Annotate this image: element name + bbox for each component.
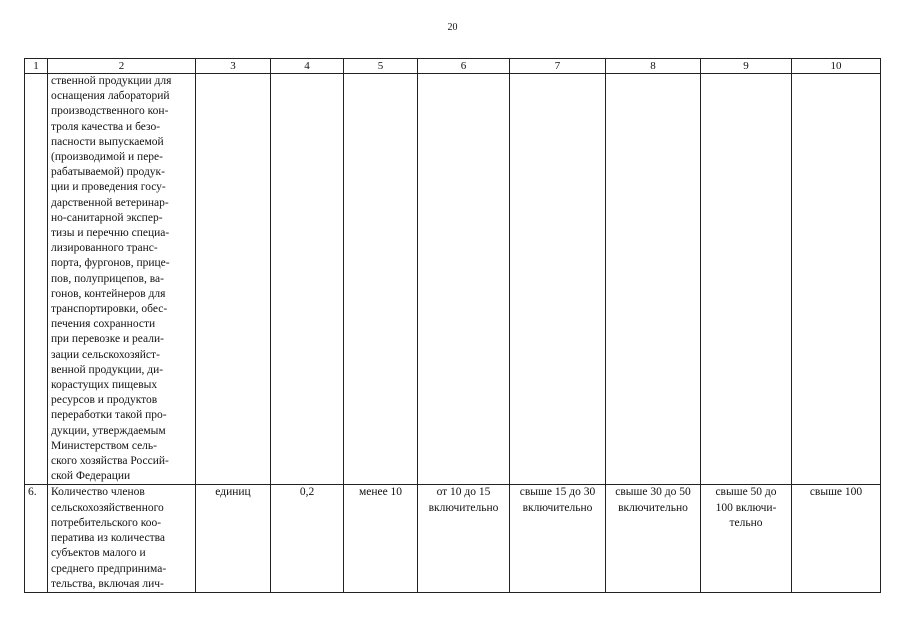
score-cell: менее 10 — [344, 485, 418, 592]
score-cell: от 10 до 15 включительно — [418, 485, 510, 592]
header-cell: 9 — [701, 59, 792, 74]
unit-cell: единиц — [196, 485, 271, 592]
score-cell: свыше 30 до 50 включительно — [606, 485, 701, 592]
row-number — [25, 74, 48, 485]
header-cell: 3 — [196, 59, 271, 74]
score-cell — [510, 74, 606, 485]
header-cell: 4 — [271, 59, 344, 74]
page-number: 20 — [447, 22, 458, 33]
header-cell: 1 — [25, 59, 48, 74]
score-cell — [418, 74, 510, 485]
row-number: 6. — [25, 485, 48, 592]
header-row — [25, 59, 881, 74]
criteria-table — [24, 58, 881, 593]
header-cell: 7 — [510, 59, 606, 74]
weight-cell — [271, 74, 344, 485]
table-row — [25, 74, 881, 485]
score-cell — [792, 74, 881, 485]
score-cell — [701, 74, 792, 485]
header-cell: 6 — [418, 59, 510, 74]
score-cell: свыше 50 до 100 включи- тельно — [701, 485, 792, 592]
unit-cell — [196, 74, 271, 485]
score-cell: свыше 15 до 30 включительно — [510, 485, 606, 592]
indicator-name: Количество членов сельскохозяйственного потребительского коо- ператива из количества субъектов малого и среднего предпринима- тельства, включая лич- — [48, 485, 196, 592]
header-cell: 8 — [606, 59, 701, 74]
table-row — [25, 485, 881, 592]
score-cell — [344, 74, 418, 485]
header-cell: 5 — [344, 59, 418, 74]
weight-cell: 0,2 — [271, 485, 344, 592]
header-cell: 2 — [48, 59, 196, 74]
score-cell: свыше 100 — [792, 485, 881, 592]
header-cell: 10 — [792, 59, 881, 74]
score-cell — [606, 74, 701, 485]
indicator-name: ственной продукции для оснащения лабораторий производственного кон- троля качества и безо- пасности выпускаемой (производимой и пере- рабатываемой) продук- ции и проведения госу- дарственной ветеринар- но-санитарной экспер- тизы и перечню специа- лизированного транс- порта, фургонов, прице- пов, полуприцепов, ва- гонов, контейнеров для транспортировки, обес- печения сохранности при перевозке и реали- зации сельскохозяйст- венной продукции, ди- корастущих пищевых ресурсов и продуктов переработки такой про- дукции, утверждаемым Министерством сель- ского хозяйства Россий- ской Федерации — [48, 74, 196, 485]
